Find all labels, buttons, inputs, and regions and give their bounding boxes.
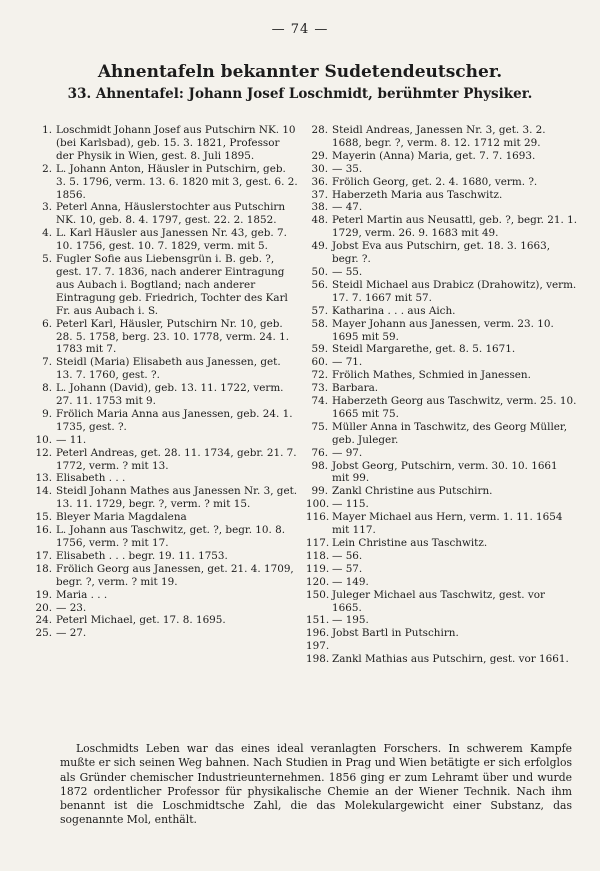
entry-text: — 115. [332, 498, 369, 511]
ancestor-entry [306, 485, 578, 498]
entry-text: Jobst Georg, Putschirn, verm. 30. 10. 1661 mit 99. [332, 459, 558, 485]
ancestor-entry [306, 627, 578, 640]
ancestor-entry [306, 498, 578, 511]
entry-number: 15. [35, 511, 52, 524]
ancestor-entry [30, 614, 298, 627]
entry-text: Müller Anna in Taschwitz, des Georg Müller, geb. Juleger. [332, 420, 568, 446]
entry-number: 48. [311, 214, 328, 227]
entry-number: 38. [311, 201, 328, 214]
entry-number: 60. [311, 356, 328, 369]
ancestor-entry [30, 201, 298, 227]
ancestor-entry [30, 550, 298, 563]
ancestor-entry [306, 163, 578, 176]
entry-text: Peterl Andreas, get. 28. 11. 1734, gebr. 21. 7. 1772, verm. ? mit 13. [56, 446, 297, 472]
entry-number: 37. [311, 188, 328, 201]
entry-number: 98. [311, 459, 328, 472]
entry-text: Elisabeth . . . begr. 19. 11. 1753. [56, 549, 228, 562]
biography-paragraph: Loschmidts Leben war das eines ideal veranlagten Forschers. In schwerem Kampfe mußte er sich seinen Weg bahnen. Nach Studien in Prag und Wien betätigte er sich erfolglos als Gründer chemischer Industrieunternehmen. 1856 ging er zum Lehramt über und wurde 1872 ordentlicher Professor für physikalische Chemie an der Wiener Technik. Nach ihm benannt ist die Loschmidtsche Zahl, die das Molekulargewicht einer Substanz, das sogenannte Mol, enthält. [60, 742, 572, 827]
ancestor-entry [306, 511, 578, 537]
ancestor-entry [30, 408, 298, 434]
entry-number: 56. [311, 278, 328, 291]
entry-text: Barbara. [332, 382, 379, 395]
entry-number: 75. [311, 420, 328, 433]
entry-text: Jobst Bartl in Putschirn. [332, 627, 459, 640]
entry-number: 58. [311, 317, 328, 330]
entry-number: 3. [42, 201, 52, 214]
ancestor-entry [30, 434, 298, 447]
ancestor-entry [306, 356, 578, 369]
ancestor-entry [306, 201, 578, 214]
entry-text: — 71. [332, 356, 363, 369]
entry-text: Frölich Georg, get. 2. 4. 1680, verm. ?. [332, 175, 538, 188]
entry-number: 18. [35, 562, 52, 575]
entry-number: 100. [306, 498, 330, 511]
ancestor-entry [306, 124, 578, 150]
entry-number: 25. [35, 627, 52, 640]
entry-number: 17. [35, 549, 52, 562]
entry-number: 12. [35, 446, 52, 459]
ancestor-entry [30, 163, 298, 202]
entry-number: 57. [311, 304, 328, 317]
entry-text: Frölich Maria Anna aus Janessen, geb. 24. 1. 1735, gest. ?. [56, 407, 293, 433]
left-column [30, 124, 298, 640]
entry-number: 4. [42, 227, 52, 240]
entry-number: 59. [311, 343, 328, 356]
entry-text: Bleyer Maria Magdalena [56, 511, 187, 524]
ancestor-entry [306, 614, 578, 627]
entry-number: 50. [311, 265, 328, 278]
entry-number: 197. [306, 640, 330, 653]
entry-text: — 97. [332, 446, 363, 459]
entry-number: 29. [311, 149, 328, 162]
ancestor-entry [30, 627, 298, 640]
entry-number: 5. [42, 253, 52, 266]
ancestor-entry [30, 356, 298, 382]
ancestor-entry [306, 305, 578, 318]
ancestor-entry [306, 266, 578, 279]
entry-number: 8. [42, 382, 52, 395]
entry-text: Frölich Georg aus Janessen, get. 21. 4. 1709, begr. ?, verm. ? mit 19. [56, 562, 294, 588]
entry-text: Peterl Michael, get. 17. 8. 1695. [56, 614, 226, 627]
entry-number: 14. [35, 485, 52, 498]
entry-number: 30. [311, 162, 328, 175]
ancestor-entry [306, 640, 578, 653]
entry-text: Mayerin (Anna) Maria, get. 7. 7. 1693. [332, 149, 536, 162]
entry-text: Peterl Anna, Häuslerstochter aus Putschirn NK. 10, geb. 8. 4. 1797, gest. 22. 2. 1852. [56, 201, 286, 227]
page-subtitle: 33. Ahnentafel: Johann Josef Loschmidt, berühmter Physiker. [67, 86, 533, 102]
entry-text [332, 640, 578, 653]
ancestor-entry [306, 550, 578, 563]
entry-text: — 35. [332, 162, 363, 175]
entry-text: — 56. [332, 549, 363, 562]
right-column [306, 124, 578, 666]
ancestor-entry [306, 279, 578, 305]
entry-text: — 23. [56, 601, 87, 614]
entry-number: 151. [306, 614, 330, 627]
ancestor-entry [306, 318, 578, 344]
entry-text: — 55. [332, 265, 363, 278]
entry-number: 118. [306, 549, 330, 562]
ancestor-entry [306, 653, 578, 666]
ancestor-entry [30, 447, 298, 473]
entry-text: Maria . . . [56, 588, 108, 601]
entry-number: 13. [35, 472, 52, 485]
page-title: Ahnentafeln bekannter Sudetendeutscher. [97, 62, 503, 82]
ancestor-entry [30, 253, 298, 318]
ancestor-entry [306, 576, 578, 589]
ancestor-entry [306, 369, 578, 382]
entry-text: — 27. [56, 627, 87, 640]
entry-number: 198. [306, 653, 330, 666]
entry-text: Juleger Michael aus Taschwitz, gest. vor 1665. [332, 588, 546, 614]
ancestor-entry [30, 511, 298, 524]
entry-text: — 11. [56, 433, 87, 446]
entry-text: Mayer Johann aus Janessen, verm. 23. 10. 1695 mit 59. [332, 317, 554, 343]
page-number: — 74 — [271, 22, 329, 37]
ancestor-entry [30, 318, 298, 357]
entry-text: — 57. [332, 562, 363, 575]
entry-text: Zankl Mathias aus Putschirn, gest. vor 1661. [332, 653, 569, 666]
entry-number: 72. [311, 369, 328, 382]
entry-number: 24. [35, 614, 52, 627]
ancestor-entry [30, 124, 298, 163]
entry-text: Elisabeth . . . [56, 472, 126, 485]
ancestor-entry [306, 343, 578, 356]
ancestor-entry [30, 227, 298, 253]
entry-number: 120. [306, 575, 330, 588]
entry-number: 196. [306, 627, 330, 640]
entry-text: L. Johann (David), geb. 13. 11. 1722, verm. 27. 11. 1753 mit 9. [56, 382, 284, 408]
entry-text: Fugler Sofie aus Liebensgrün i. B. geb. ?, gest. 17. 7. 1836, nach anderer Eintragung aus Aubach i. Bogtland; nach anderer Eintragung geb. Friedrich, Tochter des Karl Fr. aus Aubach i. S. [56, 253, 288, 317]
entry-number: 20. [35, 601, 52, 614]
entry-number: 1. [42, 124, 52, 136]
ancestor-entry [306, 421, 578, 447]
entry-number: 76. [311, 446, 328, 459]
entry-text: — 149. [332, 575, 369, 588]
entry-number: 9. [42, 407, 52, 420]
entry-number: 6. [42, 317, 52, 330]
ancestor-entry [306, 537, 578, 550]
entry-number: 19. [35, 588, 52, 601]
entry-text: Peterl Karl, Häusler, Putschirn Nr. 10, geb. 28. 5. 1758, berg. 23. 10. 1778, verm. 24. 1. 1783 mit 7. [56, 317, 290, 356]
ancestor-entry [306, 589, 578, 615]
entry-number: 10. [35, 433, 52, 446]
ancestor-entry [306, 382, 578, 395]
entry-text: Steidl Andreas, Janessen Nr. 3, get. 3. 2. 1688, begr. ?, verm. 8. 12. 1712 mit 29. [332, 124, 546, 149]
ancestor-entry [306, 447, 578, 460]
entry-text: Mayer Michael aus Hern, verm. 1. 11. 1654 mit 117. [332, 511, 563, 537]
entry-text: Frölich Mathes, Schmied in Janessen. [332, 369, 531, 382]
ancestor-entry [30, 472, 298, 485]
entry-text: Jobst Eva aus Putschirn, get. 18. 3. 1663, begr. ?. [332, 240, 551, 266]
entry-text: — 195. [332, 614, 369, 627]
entry-number: 7. [42, 356, 52, 369]
entry-text: L. Johann Anton, Häusler in Putschirn, geb. 3. 5. 1796, verm. 13. 6. 1820 mit 3, gest. 6. 2. 1856. [56, 162, 298, 201]
entry-number: 49. [311, 240, 328, 253]
entry-text: Zankl Christine aus Putschirn. [332, 485, 493, 498]
ancestor-entry [30, 602, 298, 615]
entry-number: 2. [42, 162, 52, 175]
entry-number: 150. [306, 588, 330, 601]
entry-text: Katharina . . . aus Aich. [332, 304, 456, 317]
ancestor-entry [306, 395, 578, 421]
entry-number: 36. [311, 175, 328, 188]
entry-number: 73. [311, 382, 328, 395]
entry-number: 119. [306, 562, 330, 575]
ancestor-entry [306, 460, 578, 486]
entry-text: Steidl Michael aus Drabicz (Drahowitz), verm. 17. 7. 1667 mit 57. [332, 278, 577, 304]
entry-text: Steidl Margarethe, get. 8. 5. 1671. [332, 343, 516, 356]
ancestor-entry [30, 485, 298, 511]
ancestor-entry [30, 382, 298, 408]
entry-text: Steidl Johann Mathes aus Janessen Nr. 3, get. 13. 11. 1729, begr. ?, verm. ? mit 15. [56, 485, 298, 511]
ancestor-entry [306, 150, 578, 163]
ancestor-entry [306, 563, 578, 576]
entry-text: Haberzeth Maria aus Taschwitz. [332, 188, 503, 201]
ancestor-entry [306, 189, 578, 202]
entry-text: L. Karl Häusler aus Janessen Nr. 43, geb. 7. 10. 1756, gest. 10. 7. 1829, verm. mit 5. [56, 227, 287, 253]
ancestor-entry [306, 214, 578, 240]
ancestor-entry [30, 589, 298, 602]
entry-number: 28. [311, 124, 328, 136]
ancestor-entry [306, 176, 578, 189]
ancestor-entry [30, 563, 298, 589]
entry-text: Loschmidt Johann Josef aus Putschirn NK. 10 (bei Karlsbad), geb. 15. 3. 1821, Professor der Physik in Wien, gest. 8. Juli 1895. [56, 124, 296, 162]
entry-text: Steidl (Maria) Elisabeth aus Janessen, get. 13. 7. 1760, gest. ?. [56, 356, 281, 382]
ancestor-entry [306, 240, 578, 266]
entry-number: 116. [306, 511, 330, 524]
entry-number: 99. [311, 485, 328, 498]
entry-number: 117. [306, 537, 330, 549]
ancestor-entry [30, 524, 298, 550]
entry-text: Peterl Martin aus Neusattl, geb. ?, begr. 21. 1. 1729, verm. 26. 9. 1683 mit 49. [332, 214, 578, 240]
entry-text: L. Johann aus Taschwitz, get. ?, begr. 10. 8. 1756, verm. ? mit 17. [56, 524, 286, 549]
entry-text: Haberzeth Georg aus Taschwitz, verm. 25. 10. 1665 mit 75. [332, 395, 577, 420]
entry-text: Lein Christine aus Taschwitz. [332, 537, 488, 549]
entry-number: 74. [311, 395, 328, 408]
entry-text: — 47. [332, 201, 363, 214]
entry-number: 16. [35, 524, 52, 537]
